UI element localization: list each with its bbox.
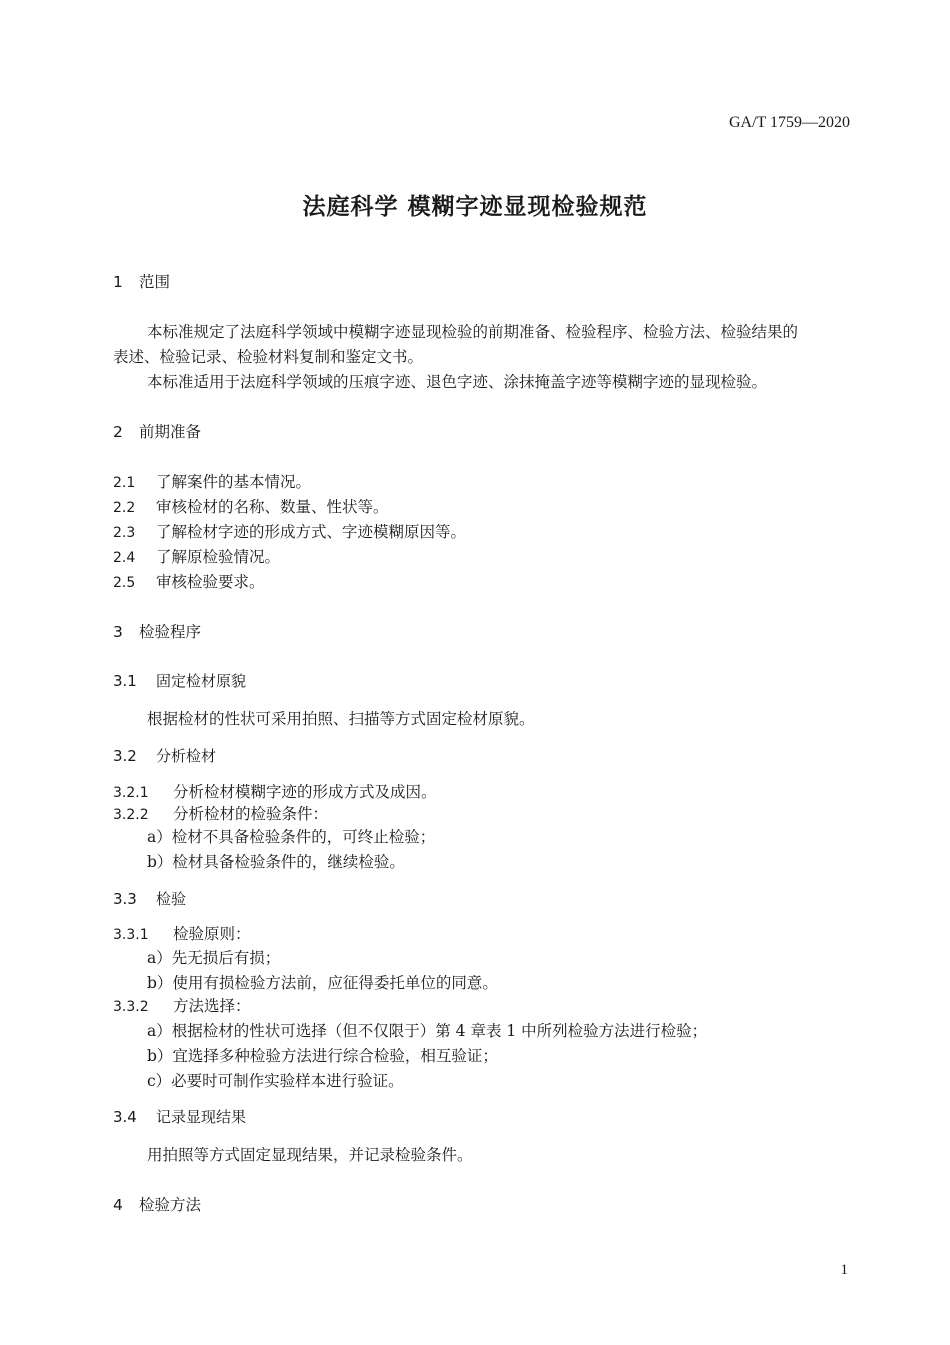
item-text: 了解检材字迹的形成方式、字迹模糊原因等。 <box>156 523 467 541</box>
sub-list-item: a）检材不具备检验条件的，可终止检验； <box>147 828 436 846</box>
paragraph: 本标准适用于法庭科学领域的压痕字迹、退色字迹、涂抹掩盖字迹等模糊字迹的显现检验。 <box>147 373 768 391</box>
paragraph: 用拍照等方式固定显现结果，并记录检验条件。 <box>147 1146 473 1164</box>
paragraph-continuation: 表述、检验记录、检验材料复制和鉴定文书。 <box>113 348 424 366</box>
subsection-number: 3.4 <box>113 1108 137 1126</box>
subsection-number: 3.1 <box>113 672 137 690</box>
section-number: 1 <box>113 273 123 291</box>
section-title: 范围 <box>139 273 171 291</box>
section-title: 检验程序 <box>139 623 202 641</box>
list-item <box>113 545 280 567</box>
section-title: 前期准备 <box>139 423 202 441</box>
page-number: 1 <box>840 1262 848 1278</box>
list-item <box>113 470 311 492</box>
document-title: 法庭科学 模糊字迹显现检验规范 <box>302 194 648 220</box>
item-number: 2.5 <box>113 575 136 591</box>
sub-list-item: a）根据检材的性状可选择（但不仅限于）第 4 章表 1 中所列检验方法进行检验； <box>147 1022 708 1040</box>
item-text: 了解原检验情况。 <box>156 548 281 566</box>
subsection-3-2-heading <box>113 745 216 766</box>
subsection-3-3-heading <box>113 888 186 909</box>
list-item <box>113 922 251 944</box>
item-number: 3.2.1 <box>113 785 149 801</box>
subsection-3-1-heading <box>113 670 246 691</box>
section-1-heading <box>113 270 170 292</box>
list-item <box>113 994 251 1016</box>
sub-list-item: c）必要时可制作实验样本进行验证。 <box>147 1072 404 1090</box>
item-number: 3.3.2 <box>113 999 149 1015</box>
section-3-heading <box>113 620 201 642</box>
item-text: 审核检材的名称、数量、性状等。 <box>156 498 389 516</box>
subsection-3-4-heading <box>113 1106 246 1127</box>
item-text: 审核检验要求。 <box>156 573 265 591</box>
sub-list-item: b）使用有损检验方法前，应征得委托单位的同意。 <box>147 974 498 992</box>
item-number: 2.2 <box>113 500 136 516</box>
item-text: 分析检材的检验条件： <box>173 805 329 823</box>
item-number: 3.3.1 <box>113 927 149 943</box>
section-number: 2 <box>113 423 123 441</box>
item-text: 了解案件的基本情况。 <box>156 473 312 491</box>
sub-list-item: a）先无损后有损； <box>147 949 281 967</box>
sub-list-item: b）宜选择多种检验方法进行综合检验，相互验证； <box>147 1047 498 1065</box>
list-item <box>113 802 328 824</box>
item-number: 2.3 <box>113 525 136 541</box>
standard-number: GA/T 1759—2020 <box>728 114 850 131</box>
list-item <box>113 520 466 542</box>
section-number: 3 <box>113 623 123 641</box>
subsection-title: 记录显现结果 <box>156 1108 247 1126</box>
item-text: 方法选择： <box>173 997 251 1015</box>
subsection-number: 3.2 <box>113 747 137 765</box>
item-text: 检验原则： <box>173 925 251 943</box>
item-number: 2.1 <box>113 475 136 491</box>
sub-list-item: b）检材具备检验条件的，继续检验。 <box>147 853 405 871</box>
subsection-title: 检验 <box>156 890 187 908</box>
paragraph: 本标准规定了法庭科学领域中模糊字迹显现检验的前期准备、检验程序、检验方法、检验结果的 <box>147 323 799 341</box>
section-4-heading <box>113 1193 201 1215</box>
subsection-title: 固定检材原貌 <box>156 672 247 690</box>
section-title: 检验方法 <box>139 1196 202 1214</box>
section-number: 4 <box>113 1196 123 1214</box>
item-text: 分析检材模糊字迹的形成方式及成因。 <box>173 783 437 801</box>
subsection-number: 3.3 <box>113 890 137 908</box>
subsection-title: 分析检材 <box>156 747 217 765</box>
list-item <box>113 570 265 592</box>
list-item <box>113 495 389 517</box>
paragraph: 根据检材的性状可采用拍照、扫描等方式固定检材原貌。 <box>147 710 535 728</box>
item-number: 3.2.2 <box>113 807 149 823</box>
list-item <box>113 780 437 802</box>
item-number: 2.4 <box>113 550 136 566</box>
section-2-heading <box>113 420 201 442</box>
